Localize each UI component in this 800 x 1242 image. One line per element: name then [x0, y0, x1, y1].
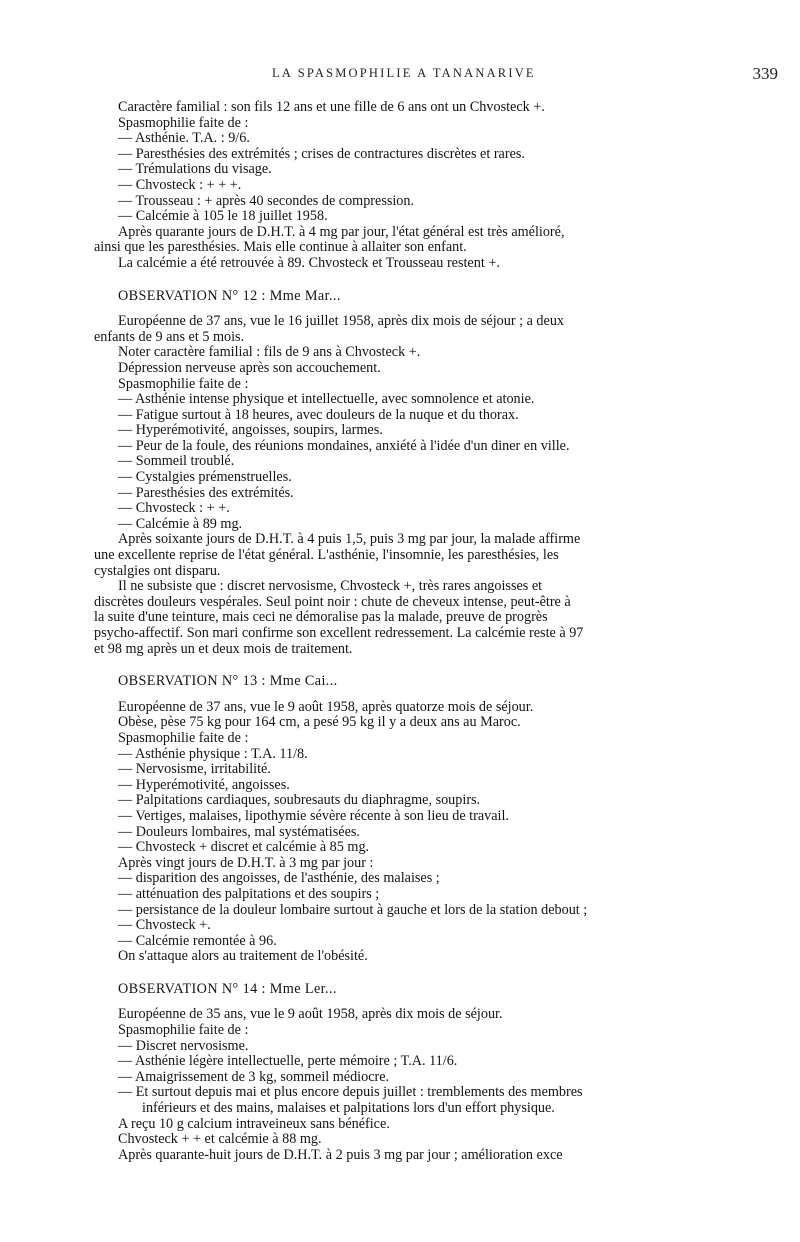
article-body — [94, 99, 718, 1163]
list-item: — Asthénie légère intellectuelle, perte mémoire ; T.A. 11/6. — [118, 1053, 458, 1070]
list-item: inférieurs et des mains, malaises et palpitations lors d'un effort physique. — [142, 1100, 555, 1117]
text-line: discrètes douleurs vespérales. Seul point noir : chute de cheveux intense, peut-être à — [94, 593, 571, 610]
text-line: Il ne subsiste que : discret nervosisme, Chvosteck +, très rares angoisses et — [118, 578, 543, 595]
list-item: — Vertiges, malaises, lipothymie sévère récente à son lieu de travail. — [118, 807, 509, 824]
list-item: — Paresthésies des extrémités ; crises de contractures discrètes et rares. — [118, 145, 525, 162]
list-item: — Cystalgies prémenstruelles. — [118, 469, 292, 486]
list-item: — Chvosteck : + +. — [118, 500, 230, 517]
text-line: Après quarante jours de D.H.T. à 4 mg par jour, l'état général est très amélioré, — [118, 223, 565, 240]
list-item: — Calcémie à 105 le 18 juillet 1958. — [118, 208, 328, 225]
text-line: psycho-affectif. Son mari confirme son excellent redressement. La calcémie reste à 97 — [94, 625, 584, 641]
text-line: Après soixante jours de D.H.T. à 4 puis 1,5, puis 3 mg par jour, la malade affirme — [118, 531, 581, 548]
list-item: — Asthénie physique : T.A. 11/8. — [118, 745, 308, 762]
list-item: — Douleurs lombaires, mal systématisées. — [118, 823, 360, 840]
text-line: Après vingt jours de D.H.T. à 3 mg par jour : — [118, 854, 374, 871]
text-line: cystalgies ont disparu. — [94, 562, 221, 579]
text-line: une excellente reprise de l'état général. L'asthénie, l'insomnie, les paresthésies, les — [94, 547, 559, 564]
list-item: — Palpitations cardiaques, soubresauts du diaphragme, soupirs. — [118, 792, 481, 809]
list-item: — Hyperémotivité, angoisses. — [118, 776, 290, 793]
list-item: — Discret nervosisme. — [118, 1037, 249, 1054]
text-line: Spasmophilie faite de : — [118, 729, 249, 746]
text-line: Après quarante-huit jours de D.H.T. à 2 puis 3 mg par jour ; amélioration exce — [118, 1146, 563, 1163]
text-line: Obèse, pèse 75 kg pour 164 cm, a pesé 95 kg il y a deux ans au Maroc. — [118, 714, 521, 731]
text-line: Européenne de 37 ans, vue le 9 août 1958, après quatorze mois de séjour. — [118, 698, 534, 715]
text-line: A reçu 10 g calcium intraveineux sans bénéfice. — [118, 1115, 390, 1132]
text-line: Dépression nerveuse après son accouchement. — [118, 359, 381, 376]
observation-heading: OBSERVATION N° 14 : Mme Ler... — [118, 980, 337, 997]
list-item: — Amaigrissement de 3 kg, sommeil médiocre. — [118, 1068, 390, 1085]
list-item: — Asthénie. T.A. : 9/6. — [118, 130, 250, 147]
list-item: — Chvosteck + discret et calcémie à 85 mg. — [118, 839, 370, 856]
list-item: — Chvosteck : + + +. — [118, 176, 242, 193]
text-line: Noter caractère familial : fils de 9 ans à Chvosteck +. — [118, 344, 421, 361]
text-line: Spasmophilie faite de : — [118, 1022, 249, 1039]
list-item: — Asthénie intense physique et intellectuelle, avec somnolence et atonie. — [118, 391, 535, 408]
running-header — [0, 64, 800, 86]
list-item: — Hyperémotivité, angoisses, soupirs, larmes. — [118, 422, 383, 439]
observation-heading: OBSERVATION N° 13 : Mme Cai... — [118, 673, 338, 690]
list-item: — Fatigue surtout à 18 heures, avec douleurs de la nuque et du thorax. — [118, 406, 519, 423]
text-line: enfants de 9 ans et 5 mois. — [94, 328, 245, 345]
list-item: — Nervosisme, irritabilité. — [118, 761, 271, 778]
running-title: LA SPASMOPHILIE A TANANARIVE — [272, 66, 536, 80]
text-line: la suite d'une teinture, mais ceci ne démoralise pas la malade, preuve de progrès — [94, 609, 548, 626]
list-item: — Et surtout depuis mai et plus encore depuis juillet : tremblements des membres — [118, 1084, 583, 1101]
text-line: Spasmophilie faite de : — [118, 114, 249, 131]
text-line: La calcémie a été retrouvée à 89. Chvosteck et Trousseau restent +. — [118, 254, 500, 271]
text-line: Chvosteck + + et calcémie à 88 mg. — [118, 1131, 322, 1148]
text-line: Caractère familial : son fils 12 ans et une fille de 6 ans ont un Chvosteck +. — [118, 99, 545, 115]
list-item: — disparition des angoisses, de l'asthénie, des malaises ; — [118, 870, 440, 887]
list-item: — Trémulations du visage. — [118, 161, 272, 178]
list-item: — persistance de la douleur lombaire surtout à gauche et lors de la station debout ; — [118, 901, 588, 918]
list-item: — Trousseau : + après 40 secondes de compression. — [118, 192, 415, 209]
text-line: ainsi que les paresthésies. Mais elle continue à allaiter son enfant. — [94, 239, 467, 256]
text-line: et 98 mg après un et deux mois de traitement. — [94, 640, 353, 657]
text-line: On s'attaque alors au traitement de l'obésité. — [118, 948, 368, 965]
list-item: — Sommeil troublé. — [118, 453, 235, 470]
text-line: Européenne de 35 ans, vue le 9 août 1958, après dix mois de séjour. — [118, 1006, 503, 1023]
text-line: Européenne de 37 ans, vue le 16 juillet 1958, après dix mois de séjour ; a deux — [118, 313, 565, 330]
list-item: — Calcémie remontée à 96. — [118, 932, 277, 949]
text-line: Spasmophilie faite de : — [118, 375, 249, 392]
list-item: — atténuation des palpitations et des soupirs ; — [118, 885, 380, 902]
page-number: 339 — [752, 64, 778, 83]
observation-heading: OBSERVATION N° 12 : Mme Mar... — [118, 287, 341, 304]
list-item: — Paresthésies des extrémités. — [118, 484, 294, 501]
list-item: — Peur de la foule, des réunions mondaines, anxiété à l'idée d'un diner en ville. — [118, 437, 570, 454]
list-item: — Chvosteck +. — [118, 917, 211, 934]
list-item: — Calcémie à 89 mg. — [118, 515, 243, 532]
